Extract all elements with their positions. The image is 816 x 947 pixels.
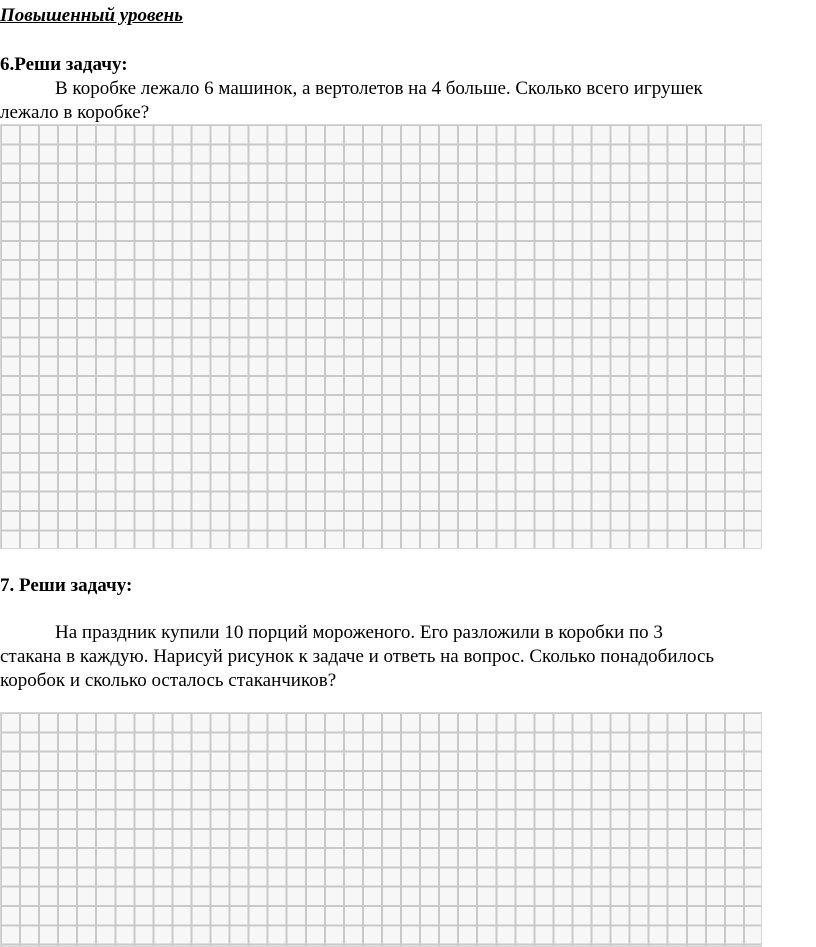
task7-answer-grid [0, 712, 762, 947]
task6-heading: 6.Реши задачу: [0, 54, 128, 75]
task7-text-line1: На праздник купили 10 порций мороженого. Его разложили в коробки по 3 [55, 622, 663, 643]
task6-text-line2: лежало в коробке? [0, 102, 150, 123]
task7-text-line2: стакана в каждую. Нарисуй рисунок к задаче и ответь на вопрос. Сколько понадобилось [0, 646, 715, 667]
level-title: Повышенный уровень [0, 5, 183, 26]
task7-text-line3: коробок и сколько осталось стаканчиков? [0, 670, 337, 691]
task6-text-line1: В коробке лежало 6 машинок, а вертолетов на 4 больше. Сколько всего игрушек [55, 78, 703, 99]
task7-heading: 7. Реши задачу: [0, 575, 133, 596]
task6-answer-grid [0, 124, 762, 549]
